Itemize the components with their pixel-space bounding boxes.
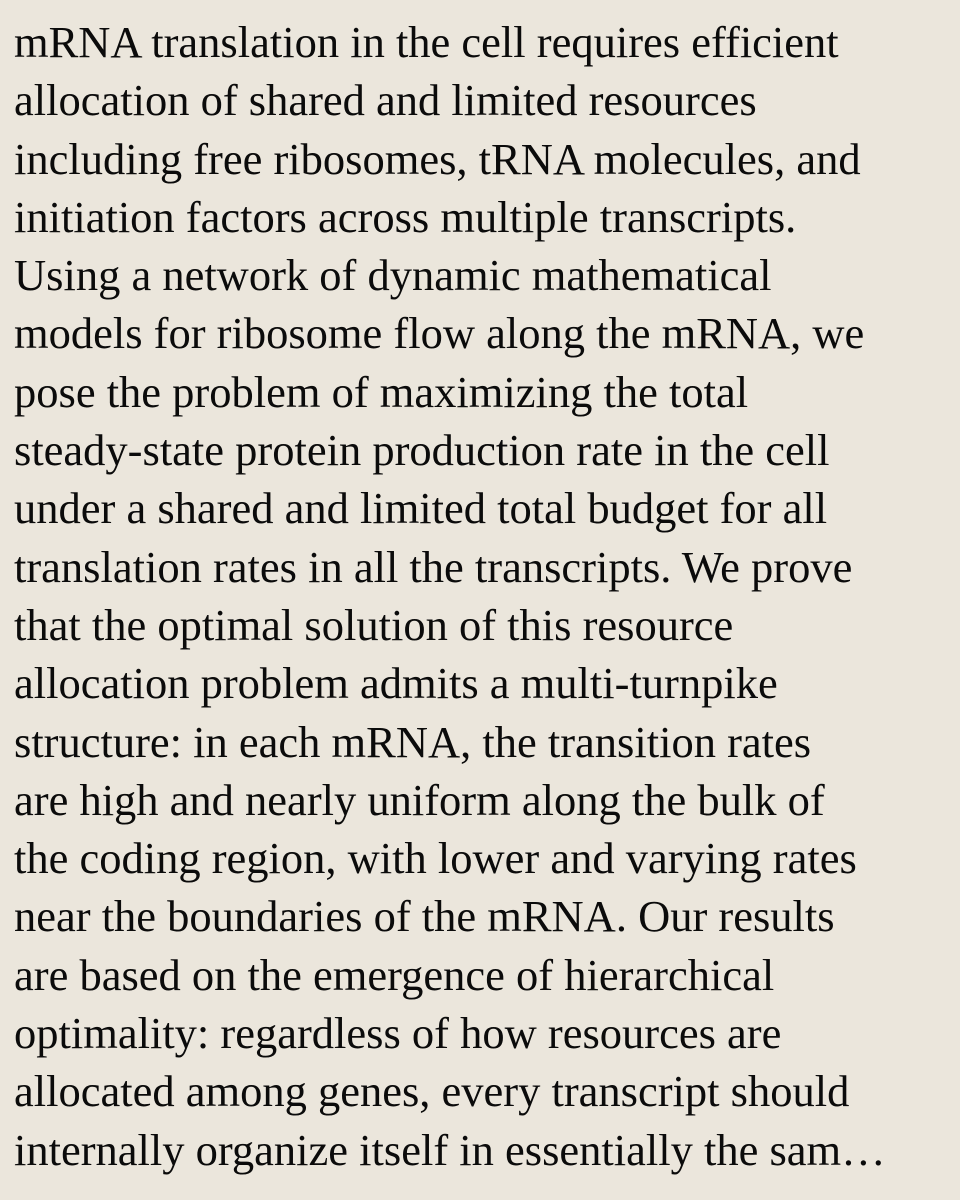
abstract-line-20: internally organize itself in essentially the sam… bbox=[14, 1124, 886, 1175]
abstract-line-19: allocated among genes, every transcript should bbox=[14, 1066, 850, 1117]
abstract-line-11: that the optimal solution of this resource bbox=[14, 599, 734, 650]
abstract-line-7: pose the problem of maximizing the total bbox=[14, 366, 749, 417]
abstract-text bbox=[14, 13, 960, 1179]
abstract-line-18: optimality: regardless of how resources are bbox=[14, 1008, 782, 1059]
abstract-line-4: initiation factors across multiple transcripts. bbox=[14, 191, 797, 242]
abstract-line-8: steady-state protein production rate in the cell bbox=[14, 425, 830, 476]
abstract-line-16: near the boundaries of the mRNA. Our results bbox=[14, 891, 835, 942]
abstract-line-17: are based on the emergence of hierarchical bbox=[14, 949, 775, 1000]
abstract-line-1: mRNA translation in the cell requires efficient bbox=[14, 17, 839, 67]
abstract-line-14: are high and nearly uniform along the bulk of bbox=[14, 774, 825, 825]
abstract-line-13: structure: in each mRNA, the transition rates bbox=[14, 716, 812, 767]
abstract-line-12: allocation problem admits a multi-turnpike bbox=[14, 658, 778, 709]
abstract-line-10: translation rates in all the transcripts. We prove bbox=[14, 541, 853, 592]
abstract-line-3: including free ribosomes, tRNA molecules, and bbox=[14, 133, 861, 184]
abstract-line-15: the coding region, with lower and varying rates bbox=[14, 833, 857, 884]
abstract-line-9: under a shared and limited total budget for all bbox=[14, 483, 828, 534]
abstract-line-5: Using a network of dynamic mathematical bbox=[14, 250, 772, 301]
abstract-line-2: allocation of shared and limited resources bbox=[14, 75, 757, 126]
abstract-line-6: models for ribosome flow along the mRNA, we bbox=[14, 308, 865, 359]
